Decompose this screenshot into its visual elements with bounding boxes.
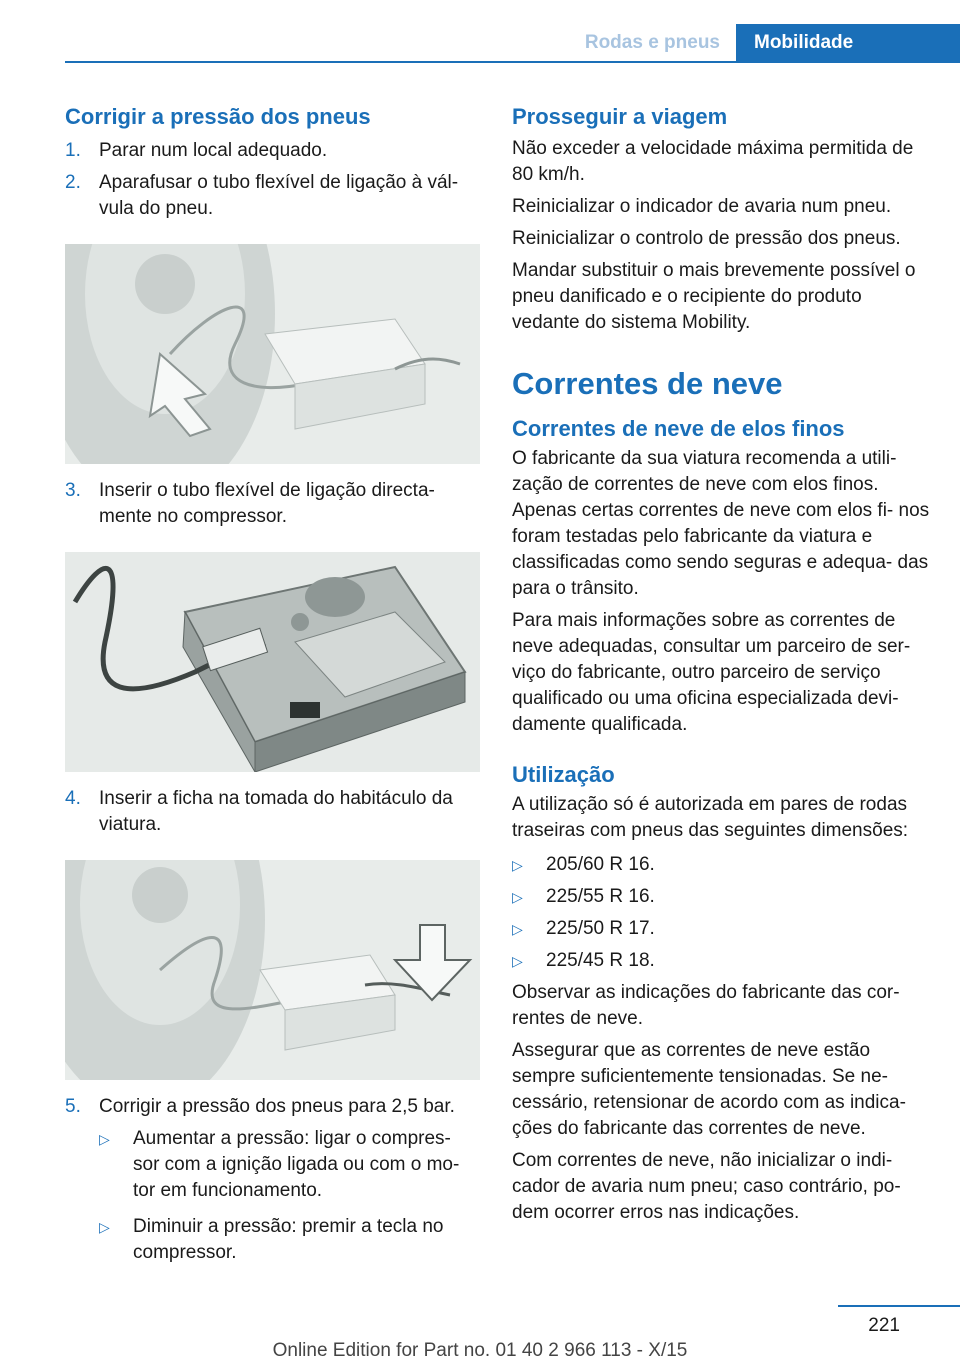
tire-size-item	[512, 948, 930, 974]
step-number: 1.	[65, 140, 81, 161]
step-text: Inserir a ficha na tomada do habitáculo da viatura.	[99, 788, 453, 835]
step-number: 2.	[65, 172, 81, 193]
paragraph: Para mais informações sobre as correntes de neve adequadas, consultar um parceiro de ser‐ viço do fabricante, outro parceiro de serviço qualificado ou uma oficina especializada devi‐ damente qualificada.	[512, 610, 911, 735]
tire-size-item	[512, 884, 930, 910]
sub-bullet-increase	[99, 1126, 480, 1204]
tire-size: 205/60 R 16.	[546, 854, 655, 875]
section-tab: Rodas e pneus	[584, 32, 720, 53]
heading-fine-link-chains: Correntes de neve de elos finos	[512, 416, 845, 441]
step-1	[65, 138, 480, 164]
page-number: 221	[868, 1315, 900, 1336]
paragraph: Mandar substituir o mais brevemente possível o pneu danificado e o recipiente do produto vedante do sistema Mobility.	[512, 260, 916, 333]
bullet-triangle-icon: ▷	[99, 1219, 110, 1235]
bullet-text: Diminuir a pressão: premir a tecla no compressor.	[133, 1216, 444, 1263]
step-4	[65, 786, 480, 838]
step-number: 4.	[65, 788, 81, 809]
bullet-triangle-icon: ▷	[512, 921, 523, 937]
figure-tire-hose	[65, 244, 480, 464]
step-number: 3.	[65, 480, 81, 501]
bullet-triangle-icon: ▷	[512, 953, 523, 969]
tire-size: 225/50 R 17.	[546, 918, 655, 939]
figure-plug-socket	[65, 860, 480, 1080]
paragraph: Não exceder a velocidade máxima permitida de 80 km/h.	[512, 138, 914, 185]
tire-size: 225/55 R 16.	[546, 886, 655, 907]
sub-bullet-decrease	[99, 1214, 480, 1266]
step-text: Parar num local adequado.	[99, 140, 328, 161]
paragraph: Observar as indicações do fabricante das cor‐ rentes de neve.	[512, 982, 900, 1029]
step-text: Inserir o tubo flexível de ligação directa‐ mente no compressor.	[99, 480, 435, 527]
right-column	[512, 100, 930, 1226]
tire-size-item	[512, 916, 930, 942]
paragraph: A utilização só é autorizada em pares de rodas traseiras com pneus das seguintes dimensões:	[512, 794, 909, 841]
paragraph: O fabricante da sua viatura recomenda a utili‐ zação de correntes de neve com elos finos. Apenas certas correntes de neve com elos fi‐ nos foram testadas pelo fabricante da viatura e classificadas como sendo seguras e adequa‐ das para o trânsito.	[512, 448, 930, 599]
bullet-triangle-icon: ▷	[512, 857, 523, 873]
step-5	[65, 1094, 480, 1120]
step-text: Aparafusar o tubo flexível de ligação à vál‐ vula do pneu.	[99, 172, 459, 219]
heading-snow-chains: Correntes de neve	[512, 366, 783, 401]
bullet-triangle-icon: ▷	[512, 889, 523, 905]
edition-note: Online Edition for Part no. 01 40 2 966 113 - X/15	[272, 1340, 688, 1361]
step-3	[65, 478, 480, 530]
paragraph: Reinicializar o controlo de pressão dos pneus.	[512, 228, 901, 249]
heading-continue-journey: Prosseguir a viagem	[512, 104, 728, 129]
left-column	[65, 100, 480, 1266]
tire-size: 225/45 R 18.	[546, 950, 655, 971]
heading-usage: Utilização	[512, 762, 615, 787]
figure-compressor	[65, 552, 480, 772]
paragraph: Reinicializar o indicador de avaria num pneu.	[512, 196, 892, 217]
step-number: 5.	[65, 1096, 81, 1117]
bullet-text: Aumentar a pressão: ligar o compres‐ sor com a ignição ligada ou com o mo‐ tor em funcionamento.	[133, 1128, 460, 1201]
paragraph: Com correntes de neve, não inicializar o indi‐ cador de avaria num pneu; caso contrário, po‐ dem ocorrer erros nas indicações.	[512, 1150, 901, 1223]
chapter-tab: Mobilidade	[736, 24, 960, 62]
bullet-triangle-icon: ▷	[99, 1131, 110, 1147]
tire-size-item	[512, 852, 930, 878]
footer-rule	[838, 1305, 960, 1307]
heading-correct-pressure: Corrigir a pressão dos pneus	[65, 104, 371, 129]
paragraph: Assegurar que as correntes de neve estão sempre suficientemente tensionadas. Se ne‐ cessário, retensionar de acordo com as indica‐ ções do fabricante das correntes de neve.	[512, 1040, 906, 1139]
step-2	[65, 170, 480, 222]
step-text: Corrigir a pressão dos pneus para 2,5 bar.	[99, 1096, 455, 1117]
